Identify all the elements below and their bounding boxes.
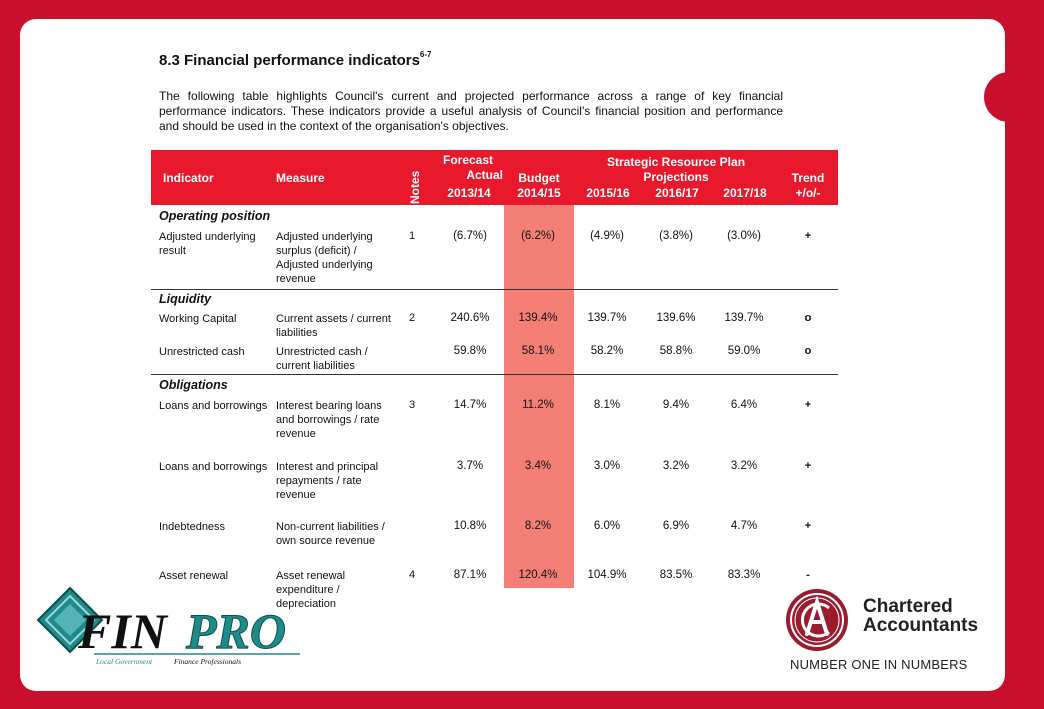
header-year-3: 2017/18 bbox=[723, 186, 767, 200]
row-trend: o bbox=[804, 345, 812, 357]
row-forecast: 3.7% bbox=[456, 460, 484, 472]
row-trend: + bbox=[804, 230, 812, 242]
row-year-3: 83.3% bbox=[727, 569, 761, 581]
row-budget: 139.4% bbox=[518, 312, 558, 324]
row-year-2: 9.4% bbox=[662, 399, 690, 411]
row-measure: Interest bearing loans and borrowings / rate revenue bbox=[276, 400, 382, 440]
row-budget: (6.2%) bbox=[521, 230, 555, 242]
row-year-1: 8.1% bbox=[593, 399, 621, 411]
row-budget: 58.1% bbox=[521, 345, 555, 357]
header-year-2: 2016/17 bbox=[655, 186, 699, 200]
row-year-2: 58.8% bbox=[659, 345, 693, 357]
row-indicator: Adjusted underlying result bbox=[159, 231, 256, 257]
row-indicator: Unrestricted cash bbox=[159, 346, 245, 358]
header-indicator: Indicator bbox=[163, 171, 214, 185]
header-forecast-line1: Forecast bbox=[442, 153, 494, 167]
row-measure: Unrestricted cash / current liabilities bbox=[276, 346, 368, 372]
row-year-1: 3.0% bbox=[593, 460, 621, 472]
finpro-tagline-a: Local Government bbox=[96, 657, 153, 666]
header-notes: Notes bbox=[408, 170, 422, 204]
row-forecast: (6.7%) bbox=[453, 230, 487, 242]
table-header bbox=[151, 150, 838, 205]
row-year-2: (3.8%) bbox=[659, 230, 693, 242]
indicators-table bbox=[151, 150, 838, 610]
row-indicator: Loans and borrowings bbox=[159, 461, 268, 473]
row-forecast: 10.8% bbox=[453, 520, 487, 532]
finpro-tagline-b: Finance Professionals bbox=[174, 657, 242, 666]
row-year-1: 104.9% bbox=[587, 569, 627, 581]
row-year-3: 4.7% bbox=[730, 520, 758, 532]
chartered-accountants-seal-icon bbox=[785, 588, 849, 652]
row-budget: 11.2% bbox=[522, 399, 554, 411]
row-note: 2 bbox=[408, 312, 416, 324]
ca-line2: Accountants bbox=[863, 615, 979, 636]
ca-tagline: NUMBER ONE IN NUMBERS bbox=[790, 657, 968, 672]
header-srp-line1: Strategic Resource Plan bbox=[606, 155, 746, 169]
finpro-fin-text: FIN bbox=[78, 603, 167, 659]
header-trend-line1: Trend bbox=[791, 171, 825, 185]
row-budget: 3.4% bbox=[524, 460, 552, 472]
row-indicator: Asset renewal bbox=[159, 570, 229, 582]
row-trend: + bbox=[804, 460, 812, 472]
header-year-1: 2015/16 bbox=[586, 186, 630, 200]
finpro-pro-text: PRO bbox=[186, 603, 286, 659]
row-trend: - bbox=[806, 569, 810, 581]
header-srp-line2: Projections bbox=[643, 170, 709, 184]
row-year-3: 139.7% bbox=[724, 312, 764, 324]
row-trend: + bbox=[804, 520, 812, 532]
row-trend: o bbox=[804, 312, 812, 324]
header-trend-line2: +/o/- bbox=[795, 186, 821, 200]
header-measure: Measure bbox=[276, 171, 325, 185]
row-year-2: 6.9% bbox=[662, 520, 690, 532]
row-indicator: Indebtedness bbox=[159, 521, 226, 533]
row-year-1: 6.0% bbox=[593, 520, 621, 532]
row-indicator: Loans and borrowings bbox=[159, 400, 268, 412]
row-year-2: 3.2% bbox=[662, 460, 690, 472]
row-year-1: 58.2% bbox=[590, 345, 624, 357]
section-divider bbox=[151, 374, 838, 375]
side-tab bbox=[984, 72, 1044, 122]
row-forecast: 240.6% bbox=[450, 312, 490, 324]
row-budget: 120.4% bbox=[518, 569, 558, 581]
row-note: 4 bbox=[408, 569, 416, 581]
row-measure: Asset renewal expenditure / depreciation bbox=[276, 570, 346, 610]
row-note: 1 bbox=[408, 230, 416, 242]
row-year-3: 59.0% bbox=[727, 345, 761, 357]
intro-paragraph: The following table highlights Council's current and projected performance across a range of key financial performance indicators. These indicators provide a useful analysis of Council's financial position and performance and should be used in the context of the organisation's objectives. bbox=[159, 89, 783, 133]
header-budget-year: 2014/15 bbox=[517, 186, 561, 200]
row-measure: Current assets / current liabilities bbox=[276, 313, 391, 339]
row-year-3: (3.0%) bbox=[727, 230, 761, 242]
row-year-1: 139.7% bbox=[587, 312, 627, 324]
row-measure: Non-current liabilities / own source revenue bbox=[276, 521, 385, 547]
section-title: 8.3 Financial performance indicators$^{6-7}$ bbox=[159, 50, 432, 69]
row-year-2: 139.6% bbox=[656, 312, 696, 324]
header-forecast-line2: Actual bbox=[466, 168, 503, 182]
header-forecast-year: 2013/14 bbox=[447, 186, 491, 200]
section-obligations: Obligations bbox=[159, 378, 228, 392]
row-indicator: Working Capital bbox=[159, 313, 237, 325]
row-forecast: 59.8% bbox=[453, 345, 487, 357]
row-budget: 8.2% bbox=[524, 520, 552, 532]
finpro-logo bbox=[38, 588, 308, 668]
row-year-3: 6.4% bbox=[730, 399, 758, 411]
row-forecast: 14.7% bbox=[453, 399, 487, 411]
row-trend: + bbox=[804, 399, 812, 411]
row-year-3: 3.2% bbox=[730, 460, 758, 472]
row-note: 3 bbox=[408, 399, 416, 411]
ca-line1: Chartered bbox=[863, 596, 953, 617]
section-divider bbox=[151, 289, 838, 290]
row-year-2: 83.5% bbox=[659, 569, 693, 581]
row-measure: Adjusted underlying surplus (deficit) / Adjusted underlying revenue bbox=[276, 231, 373, 285]
header-budget: Budget bbox=[518, 171, 560, 185]
section-operating: Operating position bbox=[159, 209, 271, 223]
row-year-1: (4.9%) bbox=[590, 230, 624, 242]
row-forecast: 87.1% bbox=[453, 569, 487, 581]
row-measure: Interest and principal repayments / rate revenue bbox=[276, 461, 379, 501]
ca-wordmark bbox=[863, 597, 978, 635]
section-liquidity: Liquidity bbox=[159, 292, 212, 306]
